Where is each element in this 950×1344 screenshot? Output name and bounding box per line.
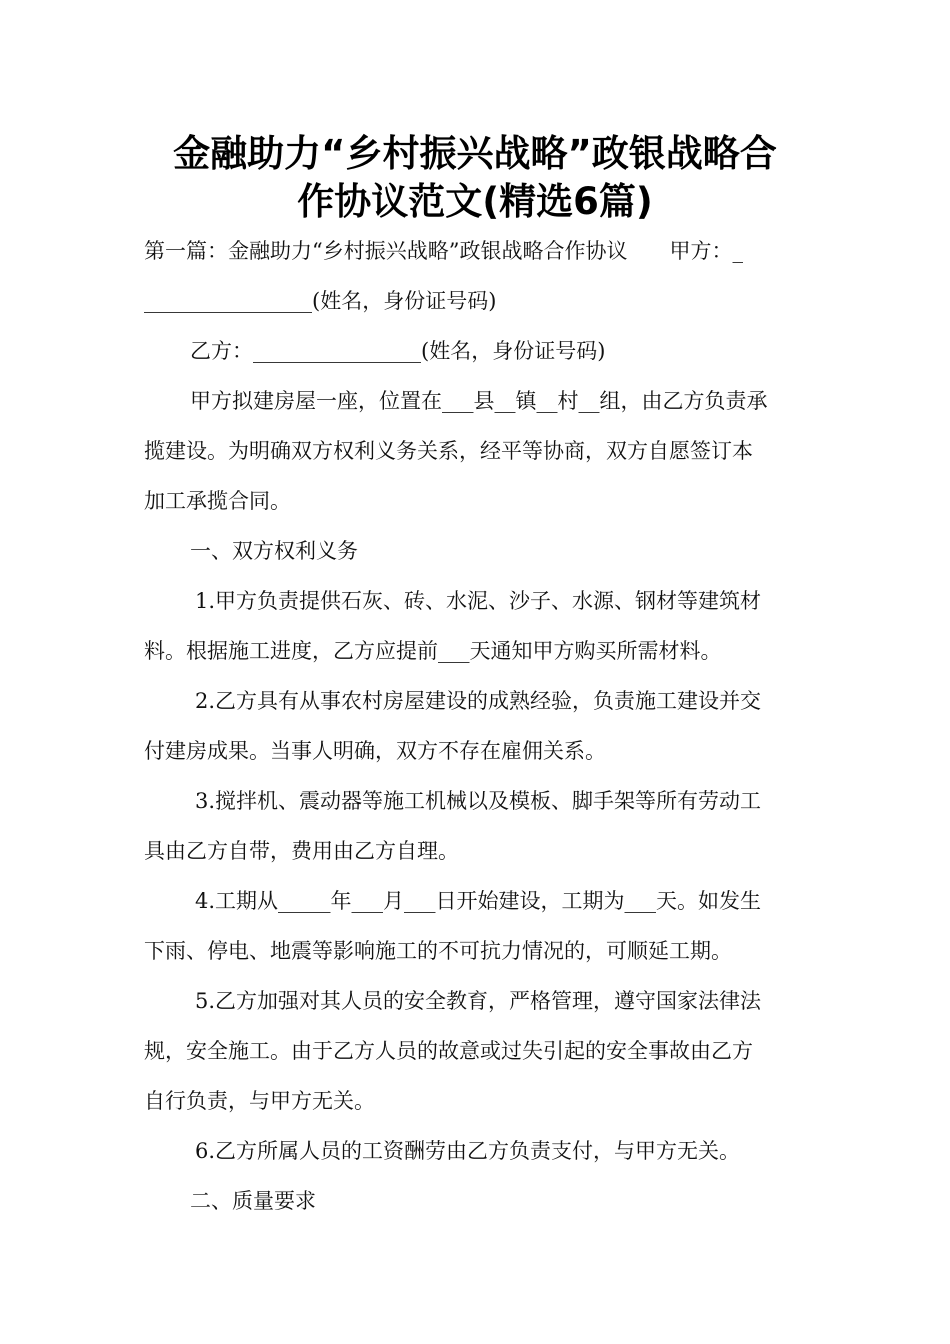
document-title-line-1: 金融助力“乡村振兴战略”政银战略合 [173,132,777,175]
section-heading-first: 第一篇：金融助力“乡村振兴战略”政银战略合作协议 甲方：_ [144,239,743,263]
clause-line: 1.甲方负责提供石灰、砖、水泥、沙子、水源、钢材等建筑材 [195,589,762,613]
clause-line: 下雨、停电、地震等影响施工的不可抗力情况的，可顺延工期。 [144,939,732,963]
clause-line: 规，安全施工。由于乙方人员的故意或过失引起的安全事故由乙方 [144,1039,753,1063]
clause-line: 3.搅拌机、震动器等施工机械以及模板、脚手架等所有劳动工 [195,789,762,813]
clause-line: 自行负责，与甲方无关。 [144,1089,375,1113]
subheading-quality: 二、质量要求 [190,1189,316,1213]
document-title-line-2: 作协议范文(精选6篇) [297,180,653,223]
clause-line: 6.乙方所属人员的工资酬劳由乙方负责支付，与甲方无关。 [195,1139,741,1163]
party-a-line: ________________(姓名，身份证号码) [144,289,497,313]
clause-line: 2.乙方具有从事农村房屋建设的成熟经验，负责施工建设并交 [195,689,762,713]
subheading-rights: 一、双方权利义务 [190,539,358,563]
paragraph-line: 加工承揽合同。 [144,489,291,513]
clause-line: 料。根据施工进度，乙方应提前___天通知甲方购买所需材料。 [144,639,722,663]
party-b-line: 乙方：________________(姓名，身份证号码) [190,339,606,363]
paragraph-line: 揽建设。为明确双方权利义务关系，经平等协商，双方自愿签订本 [144,439,753,463]
paragraph-line: 甲方拟建房屋一座，位置在___县__镇__村__组，由乙方负责承 [190,389,768,413]
clause-line: 4.工期从_____年___月___日开始建设，工期为___天。如发生 [195,889,762,913]
clause-line: 5.乙方加强对其人员的安全教育，严格管理，遵守国家法律法 [195,989,762,1013]
clause-line: 具由乙方自带，费用由乙方自理。 [144,839,459,863]
clause-line: 付建房成果。当事人明确，双方不存在雇佣关系。 [144,739,606,763]
